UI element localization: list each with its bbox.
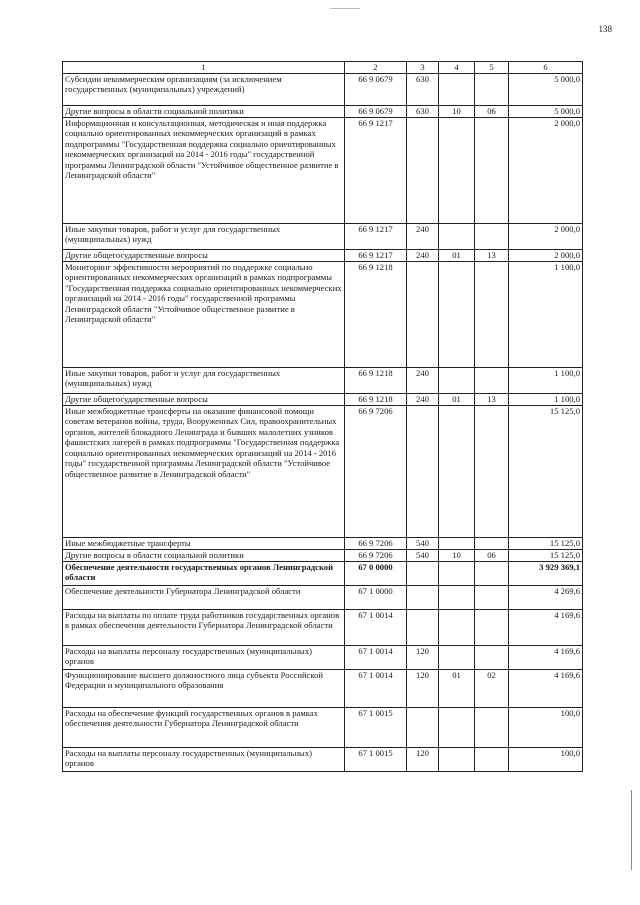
row-expense-type-cell (407, 586, 439, 610)
row-expense-type-cell: 240 (407, 224, 439, 250)
table-row (63, 118, 583, 224)
row-sum-cell: 15 125,0 (509, 538, 583, 550)
row-name-cell: Расходы на выплаты персоналу государственных (муниципальных) органов (63, 646, 345, 670)
row-code-cell: 66 9 1217 (345, 250, 407, 262)
row-name-cell: Другие общегосударственные вопросы (63, 250, 345, 262)
row-sum-cell: 4 169,6 (509, 670, 583, 708)
row-subsection-cell (475, 74, 509, 106)
row-expense-type-cell: 240 (407, 394, 439, 406)
row-expense-type-cell (407, 262, 439, 368)
row-subsection-cell (475, 406, 509, 538)
row-subsection-cell (475, 586, 509, 610)
table-row (63, 406, 583, 538)
row-sum-cell: 4 169,6 (509, 610, 583, 646)
row-sum-cell: 5 000,0 (509, 74, 583, 106)
table-row (63, 250, 583, 262)
row-sum-cell: 2 000,0 (509, 118, 583, 224)
row-subsection-cell: 02 (475, 670, 509, 708)
row-section-cell (439, 262, 475, 368)
row-name-cell: Иные закупки товаров, работ и услуг для государственных (муниципальных) нужд (63, 224, 345, 250)
margin-line (631, 790, 632, 870)
table-body (63, 74, 583, 772)
table-row (63, 748, 583, 772)
row-expense-type-cell (407, 562, 439, 586)
row-expense-type-cell (407, 118, 439, 224)
row-sum-cell: 2 000,0 (509, 250, 583, 262)
row-subsection-cell: 13 (475, 394, 509, 406)
row-name-cell: Мониторинг эффективности мероприятий по поддержке социально ориентированных некоммерческих организаций в рамках подпрограммы "Государственная поддержка социально ориентированных некоммерческих организаций на 2014 - 2016 годы" государственной программы Ленинградской области "Устойчивое общественное развитие в Ленинградской области" (63, 262, 345, 368)
row-expense-type-cell (407, 610, 439, 646)
row-expense-type-cell: 630 (407, 106, 439, 118)
row-sum-cell: 15 125,0 (509, 550, 583, 562)
row-section-cell (439, 538, 475, 550)
row-subsection-cell (475, 368, 509, 394)
row-sum-cell: 1 100,0 (509, 262, 583, 368)
row-code-cell: 66 9 7206 (345, 538, 407, 550)
row-code-cell: 67 0 0000 (345, 562, 407, 586)
table-row (63, 106, 583, 118)
row-section-cell (439, 74, 475, 106)
row-subsection-cell: 13 (475, 250, 509, 262)
row-code-cell: 67 1 0014 (345, 670, 407, 708)
table-row (63, 368, 583, 394)
row-name-cell: Информационная и консультационная, методическая и иная поддержка социально ориентированных некоммерческих организаций в рамках подпрограммы "Государственная поддержка социально ориентированных некоммерческих организаций на 2014 - 2016 годы" государственной программы Ленинградской области "Устойчивое общественное развитие в Ленинградской области" (63, 118, 345, 224)
row-sum-cell: 5 000,0 (509, 106, 583, 118)
row-name-cell: Субсидии некоммерческим организациям (за исключением государственных (муниципальных) учреждений) (63, 74, 345, 106)
row-expense-type-cell: 120 (407, 670, 439, 708)
row-name-cell: Функционирование высшего должностного лица субъекта Российской Федерации и муниципального образования (63, 670, 345, 708)
table-row (63, 586, 583, 610)
table-row (63, 74, 583, 106)
row-name-cell: Иные межбюджетные трансферты на оказание финансовой помощи советам ветеранов войны, труда, Вооруженных Сил, правоохранительных органов, жителей блокадного Ленинграда и бывших малолетних узников фашистских лагерей в рамках подпрограммы "Государственная поддержка социально ориентированных некоммерческих организаций на 2014 - 2016 годы" государственной программы Ленинградской области "Устойчивое общественное развитие в Ленинградской области" (63, 406, 345, 538)
row-name-cell: Другие вопросы в области социальной политики (63, 550, 345, 562)
table-row (63, 538, 583, 550)
row-sum-cell: 4 169,6 (509, 646, 583, 670)
row-code-cell: 66 9 1218 (345, 262, 407, 368)
row-code-cell: 66 9 0679 (345, 74, 407, 106)
row-expense-type-cell (407, 406, 439, 538)
row-subsection-cell: 06 (475, 106, 509, 118)
row-section-cell (439, 586, 475, 610)
row-sum-cell: 100,0 (509, 708, 583, 748)
row-section-cell (439, 646, 475, 670)
row-name-cell: Расходы на выплаты персоналу государственных (муниципальных) органов (63, 748, 345, 772)
row-code-cell: 66 9 1217 (345, 224, 407, 250)
row-code-cell: 66 9 1218 (345, 394, 407, 406)
row-subsection-cell (475, 562, 509, 586)
row-sum-cell: 3 929 369,1 (509, 562, 583, 586)
row-expense-type-cell: 120 (407, 748, 439, 772)
header-col-4: 4 (439, 62, 475, 74)
row-section-cell (439, 118, 475, 224)
budget-table (62, 61, 583, 772)
row-sum-cell: 15 125,0 (509, 406, 583, 538)
row-name-cell: Обеспечение деятельности Губернатора Ленинградской области (63, 586, 345, 610)
row-name-cell: Иные межбюджетные трансферты (63, 538, 345, 550)
row-name-cell: Расходы на выплаты по оплате труда работников государственных органов в рамках обеспечения деятельности Губернатора Ленинградской области (63, 610, 345, 646)
row-section-cell: 10 (439, 106, 475, 118)
page-number: 138 (598, 24, 612, 34)
row-sum-cell: 1 100,0 (509, 394, 583, 406)
scan-mark (330, 8, 360, 9)
row-code-cell: 66 9 7206 (345, 406, 407, 538)
row-subsection-cell: 06 (475, 550, 509, 562)
row-subsection-cell (475, 708, 509, 748)
row-subsection-cell (475, 118, 509, 224)
row-code-cell: 67 1 0014 (345, 610, 407, 646)
row-name-cell: Другие вопросы в области социальной политики (63, 106, 345, 118)
header-col-6: 6 (509, 62, 583, 74)
table-header-row (63, 62, 583, 74)
row-section-cell: 10 (439, 550, 475, 562)
row-name-cell: Другие общегосударственные вопросы (63, 394, 345, 406)
table-row (63, 224, 583, 250)
row-expense-type-cell: 120 (407, 646, 439, 670)
row-section-cell: 01 (439, 394, 475, 406)
table-row (63, 262, 583, 368)
row-expense-type-cell (407, 708, 439, 748)
row-subsection-cell (475, 262, 509, 368)
row-expense-type-cell: 240 (407, 250, 439, 262)
row-expense-type-cell: 630 (407, 74, 439, 106)
row-expense-type-cell: 240 (407, 368, 439, 394)
row-name-cell: Расходы на обеспечение функций государственных органов в рамках обеспечения деятельности Губернатора Ленинградской области (63, 708, 345, 748)
row-expense-type-cell: 540 (407, 550, 439, 562)
row-section-cell: 01 (439, 670, 475, 708)
row-section-cell (439, 708, 475, 748)
table-row (63, 708, 583, 748)
row-section-cell (439, 224, 475, 250)
row-section-cell (439, 406, 475, 538)
table-row (63, 610, 583, 646)
row-section-cell (439, 368, 475, 394)
row-subsection-cell (475, 538, 509, 550)
budget-sheet (62, 61, 582, 772)
row-code-cell: 67 1 0014 (345, 646, 407, 670)
row-sum-cell: 100,0 (509, 748, 583, 772)
table-row (63, 550, 583, 562)
row-section-cell (439, 610, 475, 646)
row-sum-cell: 4 269,6 (509, 586, 583, 610)
row-name-cell: Обеспечение деятельности государственных органов Ленинградской области (63, 562, 345, 586)
row-sum-cell: 2 000,0 (509, 224, 583, 250)
header-col-1: 1 (63, 62, 345, 74)
row-code-cell: 67 1 0015 (345, 708, 407, 748)
row-code-cell: 66 9 1217 (345, 118, 407, 224)
row-code-cell: 66 9 0679 (345, 106, 407, 118)
row-subsection-cell (475, 748, 509, 772)
row-expense-type-cell: 540 (407, 538, 439, 550)
row-section-cell: 01 (439, 250, 475, 262)
header-col-2: 2 (345, 62, 407, 74)
row-code-cell: 66 9 1218 (345, 368, 407, 394)
row-code-cell: 66 9 7206 (345, 550, 407, 562)
row-subsection-cell (475, 224, 509, 250)
row-code-cell: 67 1 0000 (345, 586, 407, 610)
row-section-cell (439, 748, 475, 772)
row-section-cell (439, 562, 475, 586)
row-sum-cell: 1 100,0 (509, 368, 583, 394)
header-col-5: 5 (475, 62, 509, 74)
row-name-cell: Иные закупки товаров, работ и услуг для государственных (муниципальных) нужд (63, 368, 345, 394)
table-row (63, 646, 583, 670)
row-code-cell: 67 1 0015 (345, 748, 407, 772)
table-row (63, 562, 583, 586)
table-row (63, 670, 583, 708)
row-subsection-cell (475, 646, 509, 670)
row-subsection-cell (475, 610, 509, 646)
header-col-3: 3 (407, 62, 439, 74)
table-row (63, 394, 583, 406)
